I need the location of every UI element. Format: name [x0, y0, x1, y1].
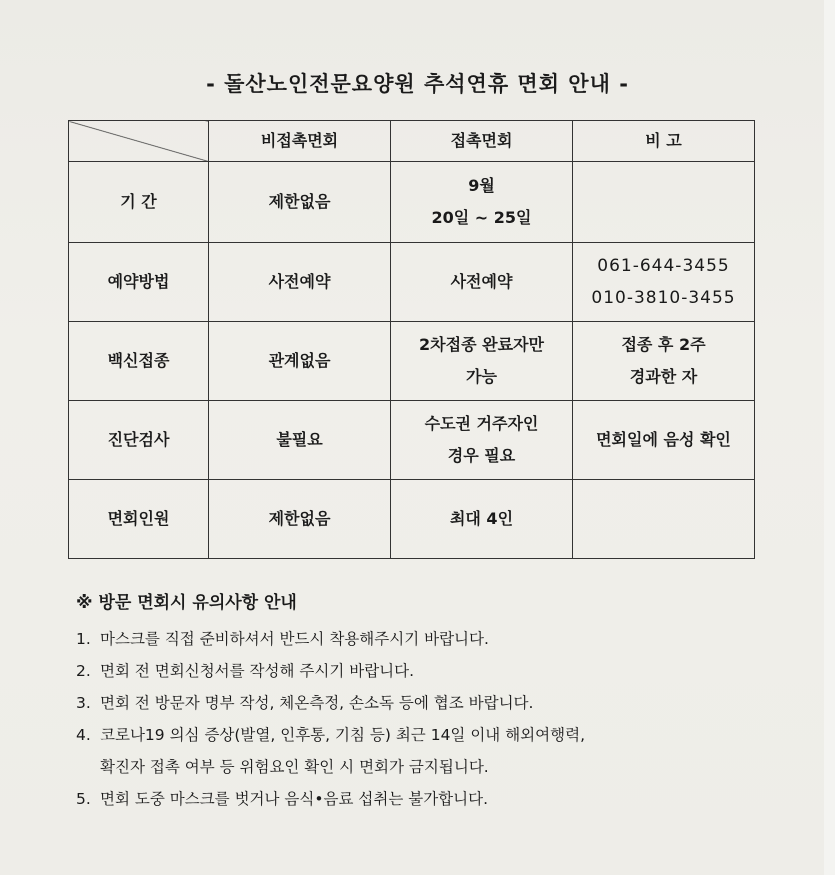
- cell-line: 접종 후 2주: [621, 335, 706, 354]
- cell-line: 경과한 자: [629, 367, 698, 386]
- header-note: 비 고: [573, 121, 755, 162]
- table-row: [69, 401, 755, 480]
- header-contact: 접촉면회: [391, 121, 573, 162]
- note-cell: [573, 480, 755, 559]
- noncontact-cell: 사전예약: [209, 243, 391, 322]
- row-label: 백신접종: [69, 322, 209, 401]
- list-item: [76, 655, 796, 687]
- cell-line: 최대 4인: [449, 509, 514, 528]
- cell-line: 20일 ~ 25일: [431, 208, 532, 227]
- list-item: [76, 687, 796, 719]
- cell-line: 9월: [468, 176, 495, 195]
- cell-line: 경우 필요: [447, 446, 516, 465]
- precautions-heading: ※ 방문 면회시 유의사항 안내: [76, 593, 297, 613]
- table-row: [69, 162, 755, 243]
- note-cell: [573, 322, 755, 401]
- row-label: 면회인원: [69, 480, 209, 559]
- visit-info-table: [68, 120, 755, 559]
- contact-cell: [391, 480, 573, 559]
- header-noncontact: 비접촉면회: [209, 121, 391, 162]
- note-cell: [573, 243, 755, 322]
- table-row: [69, 480, 755, 559]
- list-item: [76, 783, 796, 815]
- noncontact-cell: 불필요: [209, 401, 391, 480]
- item-number: 4.: [76, 726, 91, 744]
- item-number: 3.: [76, 694, 91, 712]
- row-label: 진단검사: [69, 401, 209, 480]
- cell-line: 면회일에 음성 확인: [596, 430, 731, 449]
- precautions-list: [76, 623, 796, 815]
- table-header-row: [69, 121, 755, 162]
- note-cell: [573, 401, 755, 480]
- item-number: 5.: [76, 790, 91, 808]
- noncontact-cell: 제한없음: [209, 162, 391, 243]
- visit-precautions: [76, 588, 796, 815]
- phone-number: 010-3810-3455: [591, 288, 736, 308]
- list-item: [76, 623, 796, 655]
- item-text: 마스크를 직접 준비하셔서 반드시 착용해주시기 바랍니다.: [100, 630, 489, 648]
- item-number: 2.: [76, 662, 91, 680]
- cell-line: 가능: [466, 367, 497, 386]
- table-row: [69, 243, 755, 322]
- item-text: 면회 전 방문자 명부 작성, 체온측정, 손소독 등에 협조 바랍니다.: [100, 694, 534, 712]
- item-text: 면회 전 면회신청서를 작성해 주시기 바랍니다.: [100, 662, 415, 680]
- paper-edge: [824, 0, 835, 875]
- corner-cell: [69, 121, 209, 162]
- contact-cell: [391, 322, 573, 401]
- item-number: 1.: [76, 630, 91, 648]
- cell-line: 2차접종 완료자만: [419, 335, 544, 354]
- phone-number: 061-644-3455: [597, 256, 730, 276]
- cell-line: 사전예약: [450, 272, 513, 291]
- row-label: 예약방법: [69, 243, 209, 322]
- noncontact-cell: 제한없음: [209, 480, 391, 559]
- notice-title: - 돌산노인전문요양원 추석연휴 면회 안내 -: [206, 72, 629, 96]
- contact-cell: [391, 401, 573, 480]
- list-item: [76, 719, 796, 783]
- item-text: 면회 도중 마스크를 벗거나 음식•음료 섭취는 불가합니다.: [100, 790, 489, 808]
- contact-cell: [391, 162, 573, 243]
- contact-cell: [391, 243, 573, 322]
- row-label: 기 간: [69, 162, 209, 243]
- note-cell: [573, 162, 755, 243]
- noncontact-cell: 관계없음: [209, 322, 391, 401]
- item-text: 코로나19 의심 증상(발열, 인후통, 기침 등) 최근 14일 이내 해외여행력,: [100, 726, 585, 744]
- item-text: 확진자 접촉 여부 등 위험요인 확인 시 면회가 금지됩니다.: [100, 758, 489, 776]
- cell-line: 수도권 거주자인: [424, 414, 539, 433]
- table-row: [69, 322, 755, 401]
